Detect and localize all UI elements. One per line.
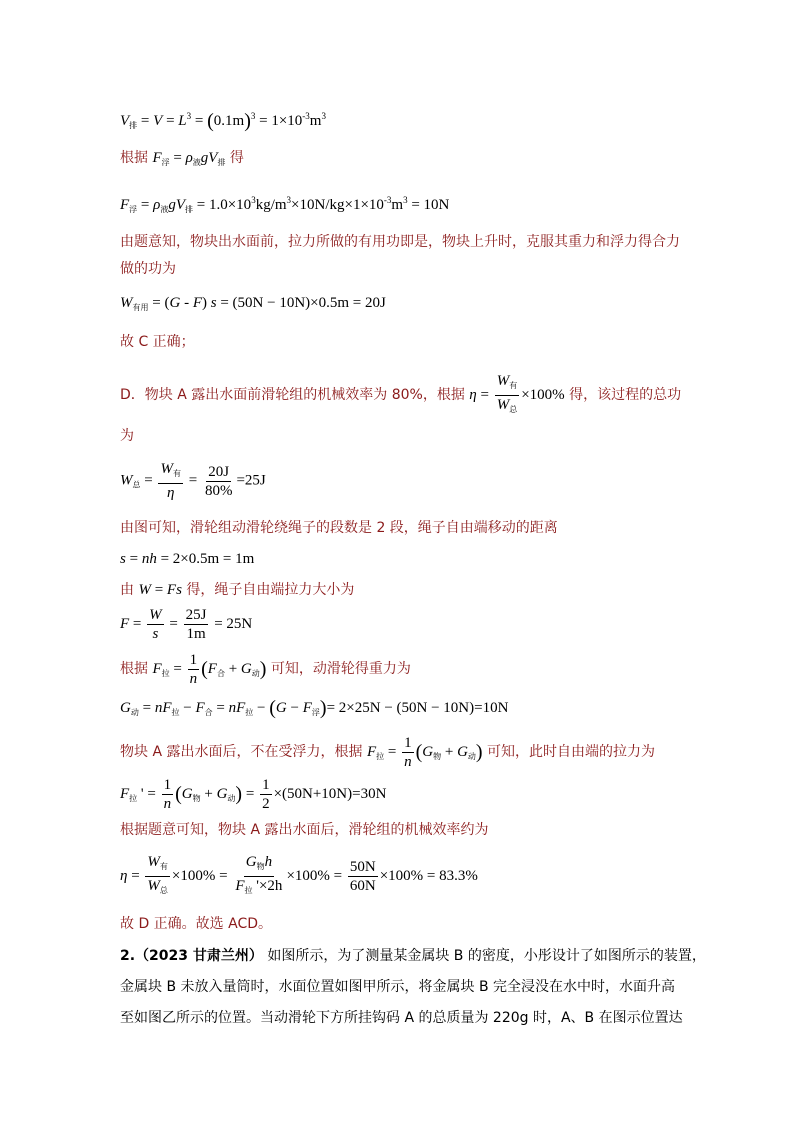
- formula-pulley-weight: $G_动 = nF_拉 - F_合 = nF_拉 - (G - F_浮)= 2\times 25N - (50N - 10N)=10N$: [120, 697, 509, 719]
- explanation-rope-segments: 由图可知，滑轮组动滑轮绕绳子的段数是 2 段，绳子自由端移动的距离: [120, 520, 558, 536]
- after-surface-law-line: 物块 A 露出水面后，不在受浮力，根据 $F_拉$ = $\frac{1}{n}$ $(G_物 + G_动)$ 可知，此时自由端的拉力为: [120, 735, 656, 771]
- after-surface-prefix: 物块 A 露出水面后，不在受浮力，根据: [120, 744, 363, 760]
- conclusion-d: 故 D 正确。故选 ACD。: [120, 916, 273, 932]
- work-formula-line: 由 W = Fs 得，绳子自由端拉力大小为: [120, 582, 355, 598]
- conclusion-c: 故 C 正确；: [120, 334, 195, 350]
- option-d-prefix: D．物块 A 露出水面前滑轮组的机械效率为 80%，根据: [120, 386, 465, 403]
- label-according-to: 根据: [120, 150, 148, 166]
- formula-pull-force: F = $\frac{W}{s}$ = $\frac{25J}{1m}$ = 25N: [120, 607, 253, 643]
- label-from: 由: [120, 582, 134, 598]
- label-get: 得: [229, 150, 244, 166]
- formula-distance: s = nh = 2×0.5m = 1m: [120, 551, 255, 567]
- option-d-suffix: 得，该过程的总功: [569, 386, 682, 403]
- pulley-weight-law-line: 根据 $F_拉$ = $\frac{1}{n}$ $(F_合 + G_动)$ 可知，动滑轮得重力为: [120, 652, 411, 688]
- option-d-efficiency-line: D．物块 A 露出水面前滑轮组的机械效率为 80%，根据 η = $\frac{W_有}{W_总}$ ×100% 得，该过程的总功: [120, 373, 682, 414]
- label-pull-force: 得，绳子自由端拉力大小为: [186, 582, 355, 598]
- question-2-source: 2.（2023 甘肃兰州）: [120, 948, 263, 964]
- label-pulley-weight: 可知，动滑轮得重力为: [270, 661, 411, 677]
- formula-buoyant-force: $F_浮 = \rho_液gV_排 = 1.0\times 10^3kg/m^3\times 10N/kg\times 1\times 10^{-3}m^3 = 10N$: [120, 195, 450, 214]
- question-2-line-1: [120, 946, 706, 966]
- option-d-cont: 为: [120, 428, 134, 444]
- explanation-useful-work-cont: 做的功为: [120, 261, 176, 277]
- label-according-to-2: 根据: [120, 661, 148, 677]
- formula-useful-work: $W_{有用} = (G - F) s = (50N - 10N)\times 0.5m = 20J$: [120, 295, 386, 312]
- question-2-line-3: 至如图乙所示的位置。当动滑轮下方所挂钩码 A 的总质量为 220g 时，A、B 在图示位置达: [120, 1010, 683, 1026]
- question-2-text-1: 如图所示，为了测量某金属块 B 的密度，小彤设计了如图所示的装置，: [267, 948, 706, 964]
- formula-v-displaced: $V_排 = V = L^3 = (0.1m)^3 = 1\times 10^{-3}m^3$: [120, 110, 326, 132]
- after-surface-suffix: 可知，此时自由端的拉力为: [487, 744, 656, 760]
- explanation-efficiency-after: 根据题意可知，物块 A 露出水面后，滑轮组的机械效率约为: [120, 822, 489, 838]
- buoyancy-law-line: 根据 $F_浮 = \rho_液gV_排$ 得: [120, 150, 244, 167]
- explanation-useful-work: 由题意知，物块出水面前，拉力所做的有用功即是，物块上升时，克服其重力和浮力得合力: [120, 234, 680, 250]
- question-2-line-2: 金属块 B 未放入量筒时，水面位置如图甲所示，将金属块 B 完全浸没在水中时，水面升高: [120, 979, 676, 995]
- formula-total-work: $W_总$ = $\frac{W_有}{\eta}$ = $\frac{20J}{80\%}$ =25J: [120, 461, 266, 501]
- formula-efficiency-after: η = $\frac{W_有}{W_总}$ ×100% = $\frac{G_物h}{F_拉 '\times 2h}$ ×100% = $\frac{50N}{60N}$ ×100% = 83.3%: [120, 854, 478, 895]
- formula-pull-after-surface: $F_拉$ ' = $\frac{1}{n}$ $(G_物 + G_动)$ = $\frac{1}{2}$ ×(50N+10N)=30N: [120, 777, 387, 813]
